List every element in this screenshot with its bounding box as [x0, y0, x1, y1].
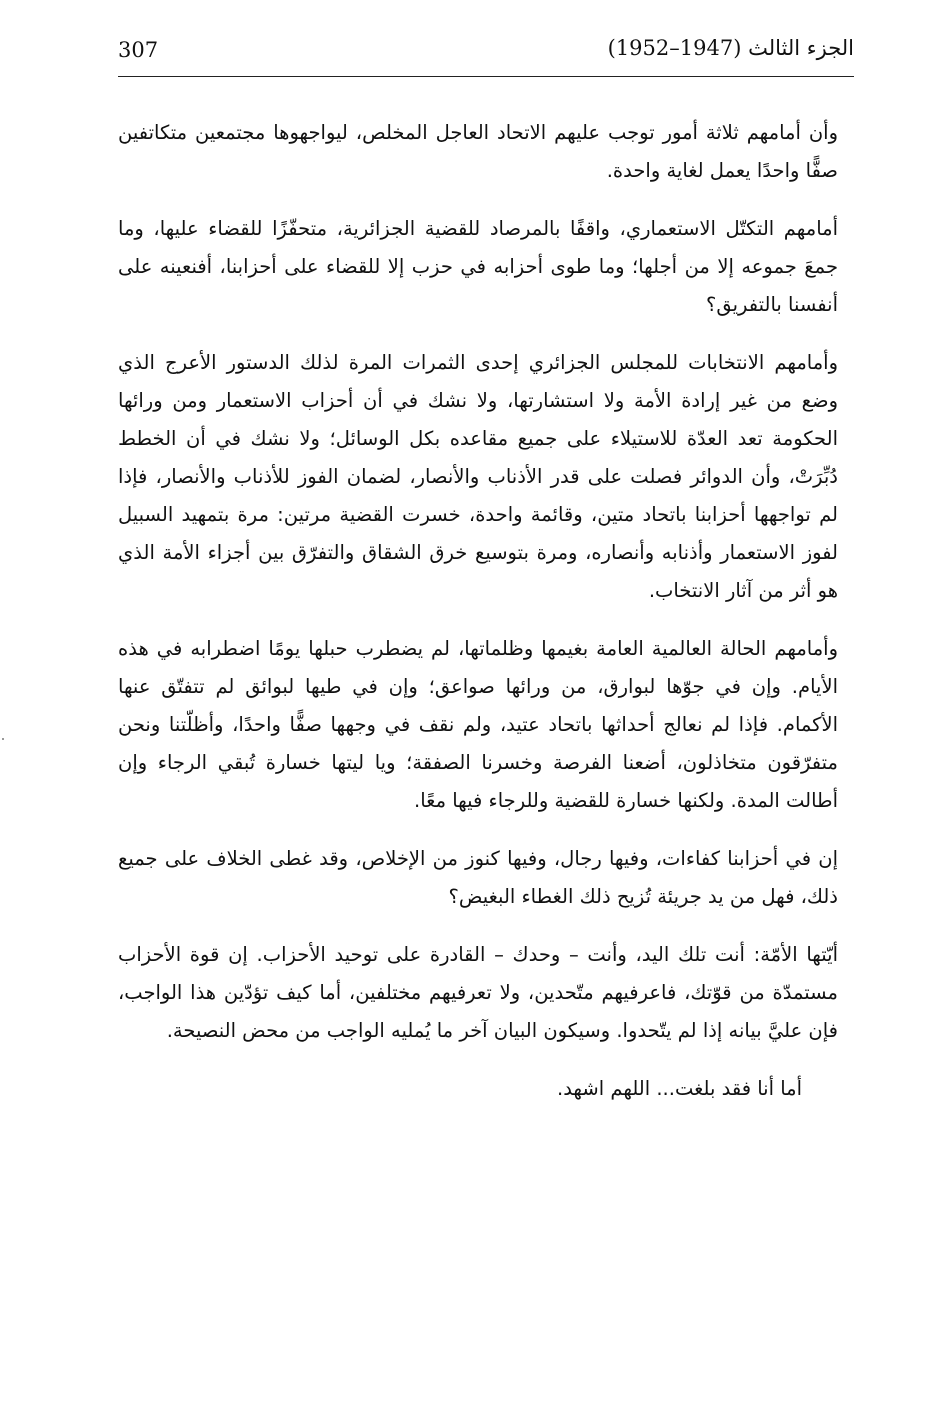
closing-line: أما أنا فقد بلغت... اللهم اشهد.	[557, 1077, 802, 1100]
paragraph-4: وأمامهم الحالة العالمية العامة بغيمها وظلماتها، لم يضطرب حبلها يومًا اضطرابه في هذه الأيام. وإن في جوّها لبوارق، من ورائها صواعق؛ وإن في طيها لبوائق لم تتفتّق عنها الأكمام. فإذا لم نعالج أحداثها باتحاد عتيد، ولم نقف في وجهها صفًّا واحدًا، وأظلّتنا ونحن متفرّقون متخاذلون، أضعنا الفرصة وخسرنا الصفقة؛ ويا ليتها خسارة تُبقي الرجاء وإن أطالت المدة. ولكنها خسارة للقضية وللرجاء فيها معًا.	[118, 637, 838, 812]
body-text	[118, 114, 838, 1128]
header-rule	[118, 76, 854, 77]
paragraph-5: إن في أحزابنا كفاءات، وفيها رجال، وفيها كنوز من الإخلاص، وقد غطى الخلاف على جميع ذلك، فهل من يد جريئة تُزيح ذلك الغطاء البغيض؟	[118, 847, 838, 908]
page-header	[118, 28, 854, 76]
paragraph-3: وأمامهم الانتخابات للمجلس الجزائري إحدى الثمرات المرة لذلك الدستور الأعرج الذي وضع من غير إرادة الأمة ولا استشارتها، ولا نشك في أن أحزاب الاستعمار ومن ورائها الحكومة تعد العدّة للاستيلاء على جميع مقاعده بكل الوسائل؛ ولا نشك في أن الخطط دُبِّرَتْ، وأن الدوائر فصلت على قدر الأذناب والأنصار، لضمان الفوز للأذناب والأنصار، فإذا لم تواجهها أحزابنا باتحاد متين، وقائمة واحدة، خسرت القضية مرتين: مرة بتمهيد السبيل لفوز الاستعمار وأذنابه وأنصاره، ومرة بتوسيع خرق الشقاق والتفرّق بين أجزاء الأمة الذي هو أثر من آثار الانتخاب.	[118, 351, 838, 602]
page-number: 307	[118, 38, 159, 62]
running-title: الجزء الثالث (1947–1952)	[607, 36, 854, 60]
paragraph-1: وأن أمامهم ثلاثة أمور توجب عليهم الاتحاد العاجل المخلص، ليواجهوها مجتمعين متكاتفين صفًّا واحدًا يعمل لغاية واحدة.	[118, 121, 838, 182]
paragraph-6: أيّتها الأمّة: أنت تلك اليد، وأنت – وحدك – القادرة على توحيد الأحزاب. إن قوة الأحزاب مستمدّة من قوّتك، فاعرفيهم متّحدين، ولا تعرفيهم مختلفين، أما كيف تؤدّين هذا الواجب، فإن عليَّ بيانه إذا لم يتّحدوا. وسيكون البيان آخر ما يُمليه الواجب من محض النصيحة.	[118, 943, 838, 1042]
scan-speck	[2, 738, 4, 740]
paragraph-2: أمامهم التكتّل الاستعماري، واقفًا بالمرصاد للقضية الجزائرية، متحفّزًا للقضاء عليها، وما جمعَ جموعه إلا من أجلها؛ وما طوى أحزابه في حزب إلا للقضاء على أحزابنا، أفنعينه على أنفسنا بالتفريق؟	[118, 217, 838, 316]
